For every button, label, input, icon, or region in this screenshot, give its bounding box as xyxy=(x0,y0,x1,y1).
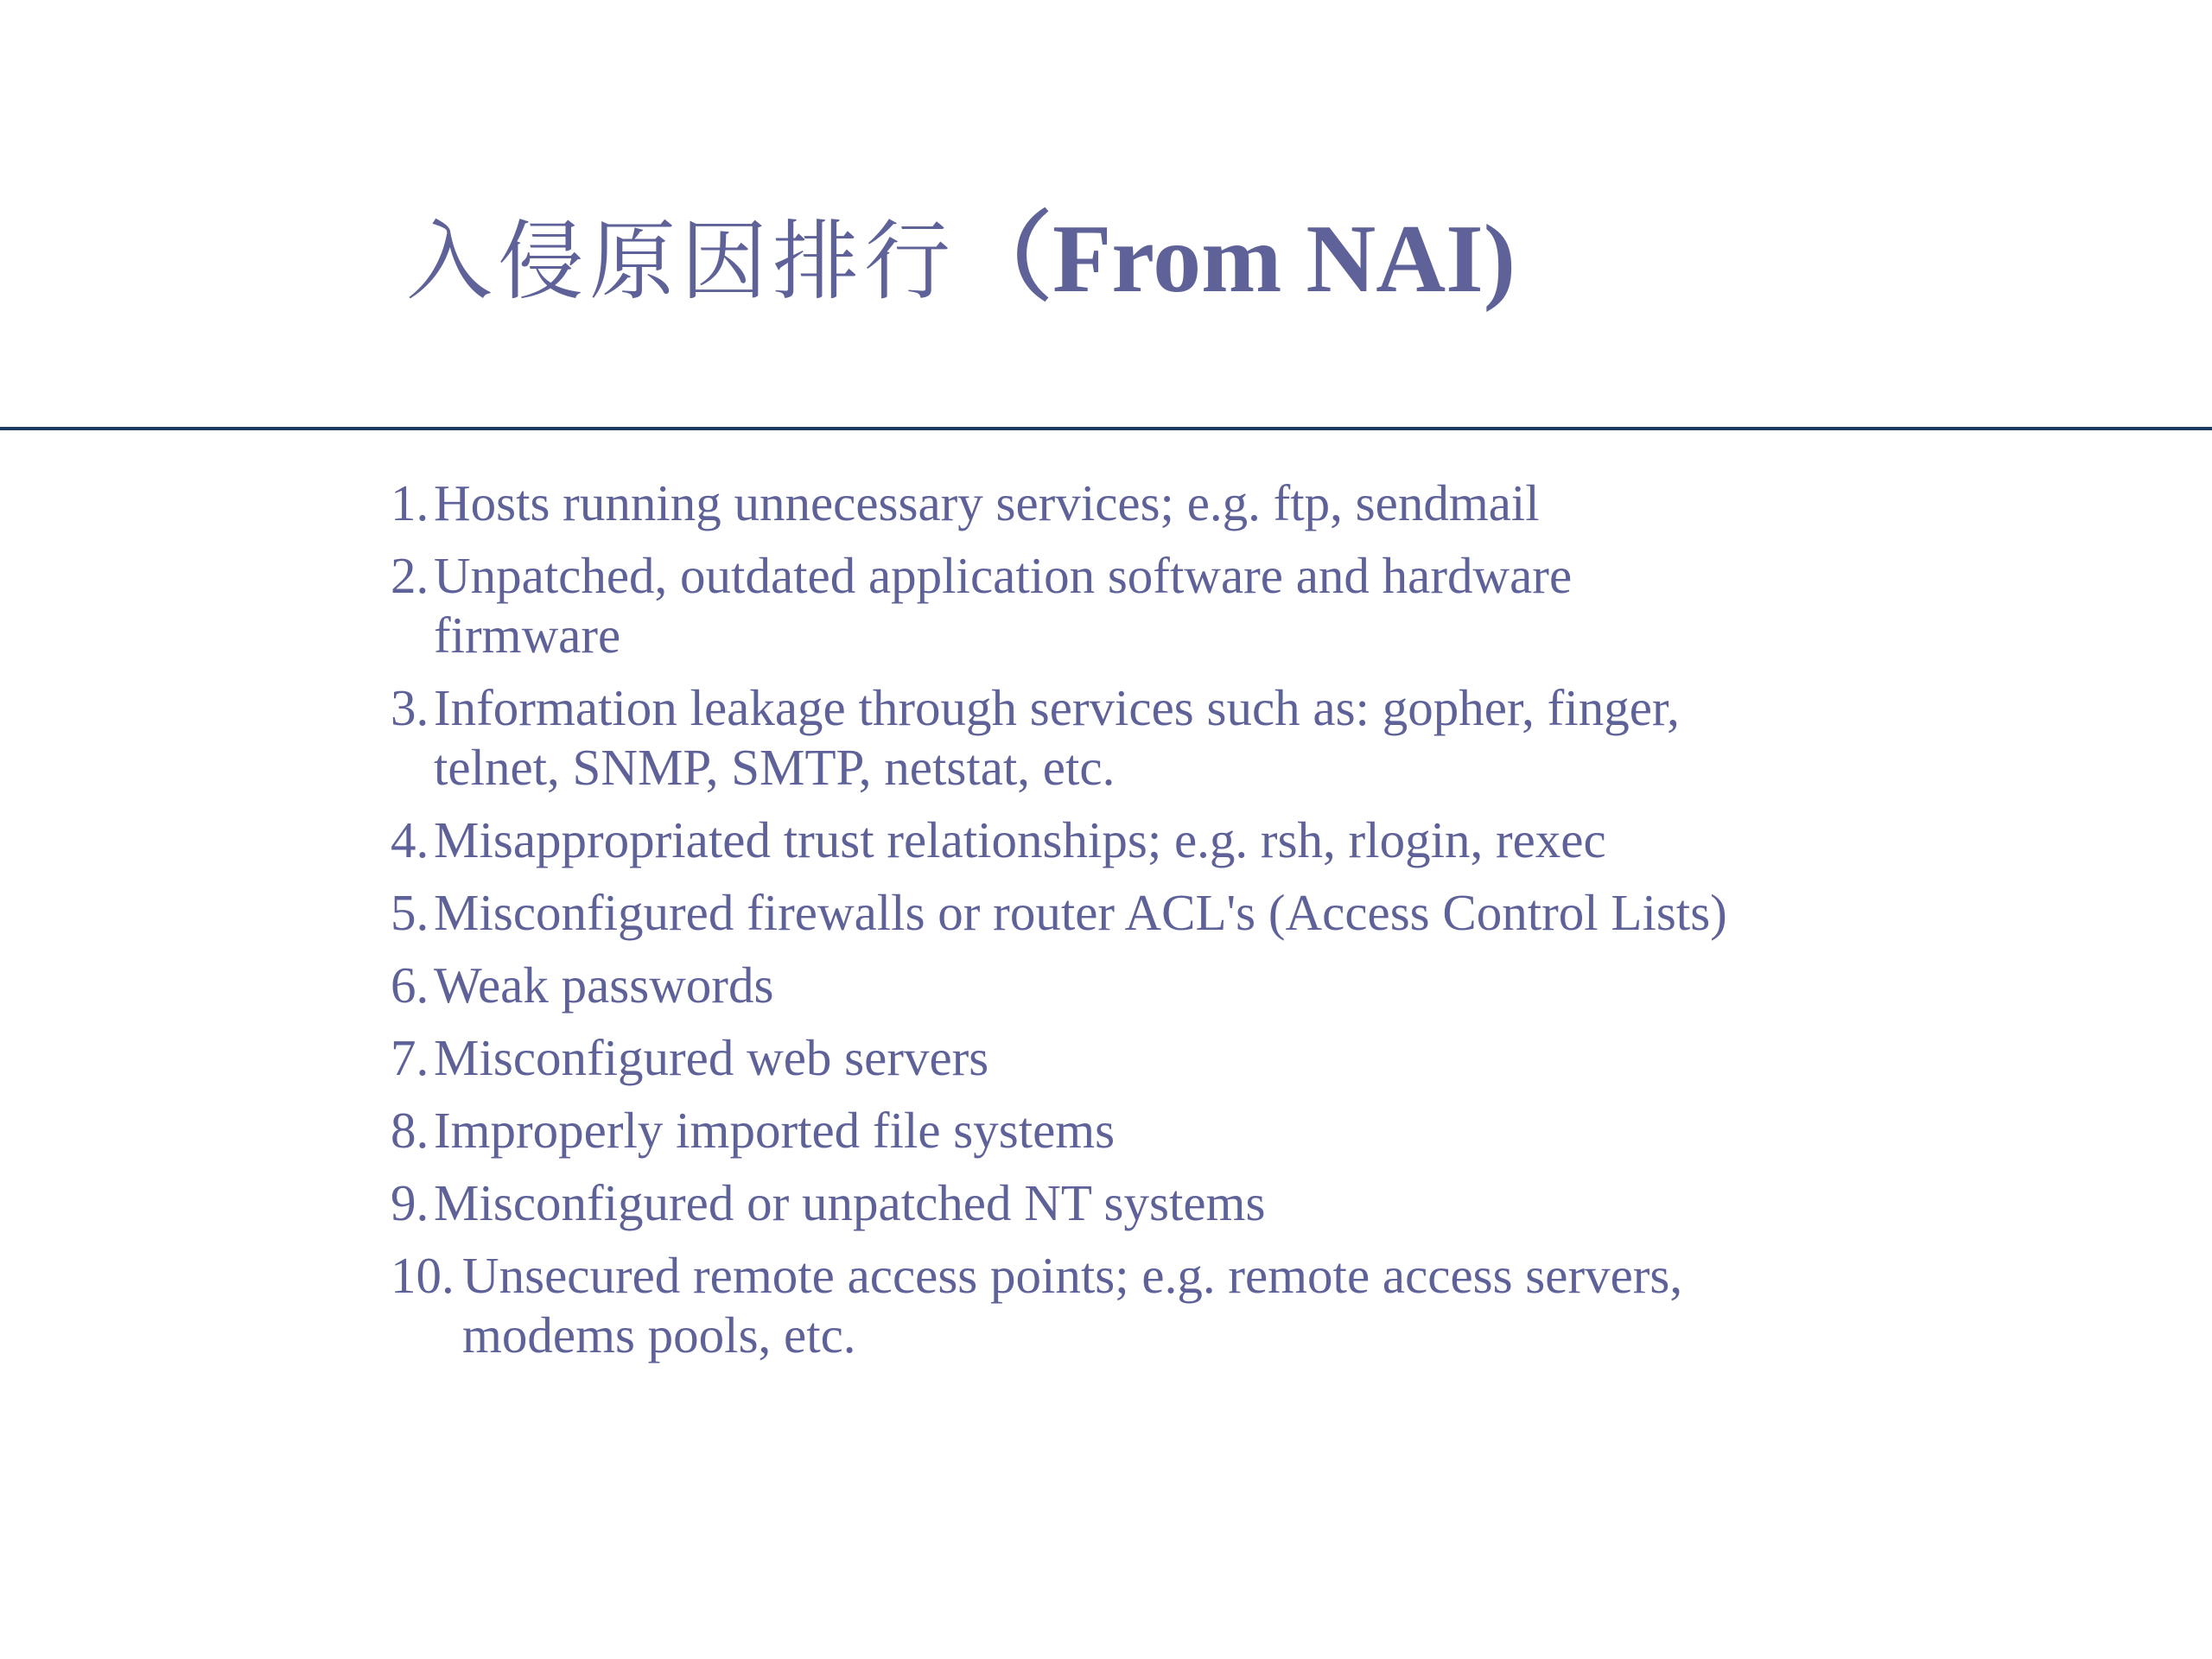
list-item-number: 7. xyxy=(391,1029,429,1086)
list-item-number: 4. xyxy=(391,811,429,868)
list-item-number: 3. xyxy=(391,679,429,736)
list-item-number: 2. xyxy=(391,547,429,604)
list-item-text: Improperly imported file systems xyxy=(434,1102,1116,1159)
slide-title-source: （From NAI) xyxy=(956,206,1516,313)
list-item-text: Weak passwords xyxy=(434,957,774,1014)
list-item xyxy=(391,883,1911,943)
list-item xyxy=(391,1028,1911,1088)
list-item xyxy=(391,956,1911,1015)
list-item-text: Hosts running unnecessary services; e.g. ftp, sendmail xyxy=(434,474,1540,531)
list-item-text: Unsecured remote access points; e.g. remote access servers, xyxy=(462,1247,1683,1304)
list-item xyxy=(391,1101,1911,1160)
list-item-number: 10. xyxy=(391,1247,454,1304)
list-item-number: 1. xyxy=(391,474,429,531)
list-item-text: Misappropriated trust relationships; e.g. rsh, rlogin, rexec xyxy=(434,811,1606,868)
list-item-text: Information leakage through services such as: gopher, finger, xyxy=(434,679,1680,736)
title-divider xyxy=(0,427,2212,430)
list-item-continuation: firmware xyxy=(434,607,621,664)
list-item-number: 8. xyxy=(391,1102,429,1159)
list-item xyxy=(391,1246,1911,1365)
list-item xyxy=(391,810,1911,870)
list-item xyxy=(391,546,1911,665)
list-item-text: Misconfigured or unpatched NT systems xyxy=(434,1174,1266,1231)
slide-title xyxy=(406,194,1961,324)
intrusion-causes-list xyxy=(391,474,1911,1378)
list-item-text: Misconfigured web servers xyxy=(434,1029,989,1086)
list-item-number: 6. xyxy=(391,957,429,1014)
list-item-continuation: modems pools, etc. xyxy=(462,1306,856,1363)
list-item xyxy=(391,678,1911,798)
list-item-number: 9. xyxy=(391,1174,429,1231)
list-item-number: 5. xyxy=(391,884,429,941)
list-item xyxy=(391,1173,1911,1233)
list-item xyxy=(391,474,1911,533)
list-item-text: Misconfigured firewalls or router ACL's (Access Control Lists) xyxy=(434,884,1727,941)
slide-title-cjk: 入侵原因排行 xyxy=(406,211,956,312)
list-item-continuation: telnet, SNMP, SMTP, netstat, etc. xyxy=(434,739,1116,796)
list-item-text: Unpatched, outdated application software and hardware xyxy=(434,547,1573,604)
